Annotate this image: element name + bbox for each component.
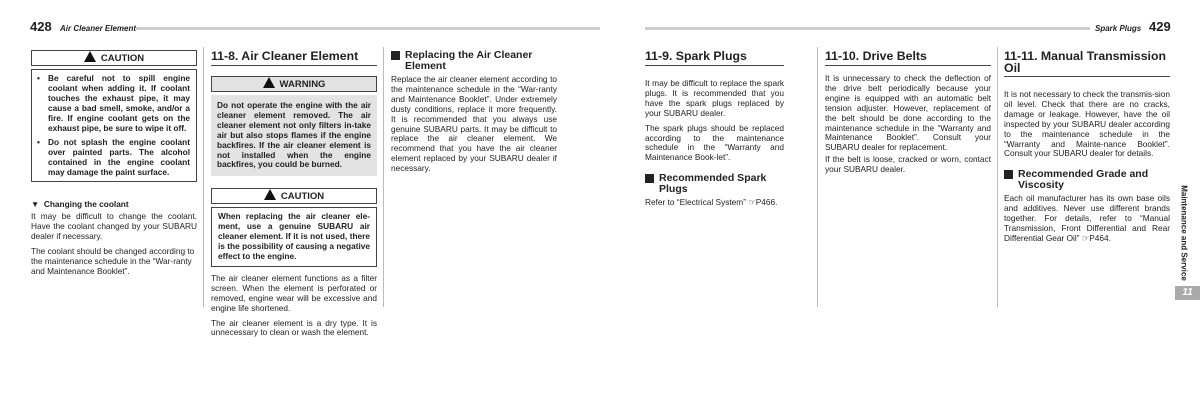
paragraph: If the belt is loose, cracked or worn, contact your SUBARU dealer. xyxy=(825,154,991,175)
header-rule-left xyxy=(136,27,600,30)
warning-triangle-icon xyxy=(84,51,96,62)
column-divider xyxy=(383,47,384,307)
chapter-tab-label: Maintenance and Service xyxy=(1179,185,1189,281)
paragraph: It is not necessary to check the transmis-sion oil level. Check that there are no cracks, damage or leakage. However, have the oil inspected by your SUBARU dealer according to the maintenance schedule in the “Warranty and Mainte-nance Booklet”. Consult your SUBARU dealer for details. xyxy=(1004,89,1170,159)
section-heading: 11-10. Drive Belts xyxy=(825,50,991,66)
section-heading: 11-8. Air Cleaner Element xyxy=(211,50,377,66)
page-number-right: 429 xyxy=(1149,19,1171,34)
paragraph: The spark plugs should be replaced according to the maintenance schedule in the “Warranty and Maintenance Book-let”. xyxy=(645,122,784,163)
column-divider xyxy=(817,47,818,307)
caution-header xyxy=(31,50,197,66)
paragraph: Replace the air cleaner element according to the maintenance schedule in the “War-ranty and Maintenance Booklet”. Under extremely dusty conditions, replace it more frequently. It is recommended that you always use genuine SUBARU parts. It may be difficult to replace the air cleaner element. We recommend that you have the air cleaner element replaced by your SUBARU dealer if necessary. xyxy=(391,74,557,174)
cross-reference-link[interactable]: Each oil manufacturer has its own base oils and additives. Never use different brands together. For details, refer to “Manual Transmission, Front Differential and Rear Differential Gear Oil” ☞P464. xyxy=(1004,193,1170,243)
sub-section-heading: Recommended Grade and Viscosity xyxy=(1004,169,1170,191)
warning-triangle-icon xyxy=(263,77,275,88)
side-tab xyxy=(1174,183,1194,283)
column-coolant xyxy=(31,50,197,281)
warning-text: Do not operate the engine with the air cleaner element removed. The air cleaner element not only filters in-take air but also stops flames if the engine backfires. If the air cleaner element is not installed when the engine backfires, you could be burned. xyxy=(211,95,377,176)
column-replacing xyxy=(391,46,557,179)
caution-label: CAUTION xyxy=(280,191,325,203)
warning-header xyxy=(211,76,377,92)
caution-text: When replacing the air cleaner ele-ment, use a genuine SUBARU air cleaner element. If it is not used, there is the possibility of causing a negative effect to the engine. xyxy=(211,207,377,267)
page-number-left: 428 xyxy=(30,19,52,34)
sub-heading xyxy=(31,200,197,210)
column-divider xyxy=(203,47,204,307)
warning-label: WARNING xyxy=(279,79,326,90)
sub-section-heading: Replacing the Air Cleaner Element xyxy=(391,50,557,72)
column-spark-plugs xyxy=(645,50,784,213)
paragraph: It is unnecessary to check the deflection of the drive belt periodically because your engine is equipped with an automatic belt tension adjuster. However, replacement of the belt should be done according to the maintenance schedule in the “Warranty and Maintenance Booklet”. Consult your SUBARU dealer for replacement. xyxy=(825,73,991,153)
paragraph: The coolant should be changed according to the maintenance schedule in the “War-ranty and Maintenance Booklet”. xyxy=(31,245,195,276)
triangle-down-icon: ▼ xyxy=(31,199,44,210)
paragraph: The air cleaner element is a dry type. It is unnecessary to clean or wash the element. xyxy=(211,317,377,338)
column-divider xyxy=(997,47,998,307)
paragraph: The air cleaner element functions as a filter screen. When the element is perforated or removed, engine wear will be excessive and engine life shortened. xyxy=(211,272,377,313)
running-title-left: Air Cleaner Element xyxy=(60,24,137,33)
caution-box xyxy=(31,69,197,182)
cross-reference-link[interactable]: Refer to “Electrical System” ☞P466. xyxy=(645,197,778,208)
caution-header xyxy=(211,188,377,204)
column-transmission-oil xyxy=(1004,50,1170,249)
caution-label: CAUTION xyxy=(100,53,145,64)
section-heading: 11-9. Spark Plugs xyxy=(645,50,784,66)
column-air-cleaner xyxy=(211,50,377,343)
paragraph: It may be difficult to replace the spark plugs. It is recommended that you have the spark plugs replaced by your SUBARU dealer. xyxy=(645,78,784,118)
sub-section-heading: Recommended Spark Plugs xyxy=(645,173,784,195)
paragraph: It may be difficult to change the coolant. Have the coolant changed by your SUBARU dealer if necessary. xyxy=(31,210,197,241)
header-rule-right xyxy=(645,27,1090,30)
chapter-number-tab[interactable]: 11 xyxy=(1175,286,1200,300)
running-title-right: Spark Plugs xyxy=(1095,24,1142,33)
column-drive-belts xyxy=(825,50,991,180)
warning-triangle-icon xyxy=(264,189,276,200)
caution-bullet: • Be careful not to spill engine coolant when adding it. If coolant touches the exhaust pipe, it may cause a bad smell, smoke, and/or a fire. If engine coolant gets on the exhaust pipe, be sure to wipe it off. xyxy=(36,74,190,133)
sub-heading-text: Changing the coolant xyxy=(43,199,129,210)
section-heading: 11-11. Manual Transmission Oil xyxy=(1004,50,1170,77)
caution-bullet: • Do not splash the engine coolant over painted parts. The alcohol contained in the engine coolant may damage the paint surface. xyxy=(36,138,190,178)
